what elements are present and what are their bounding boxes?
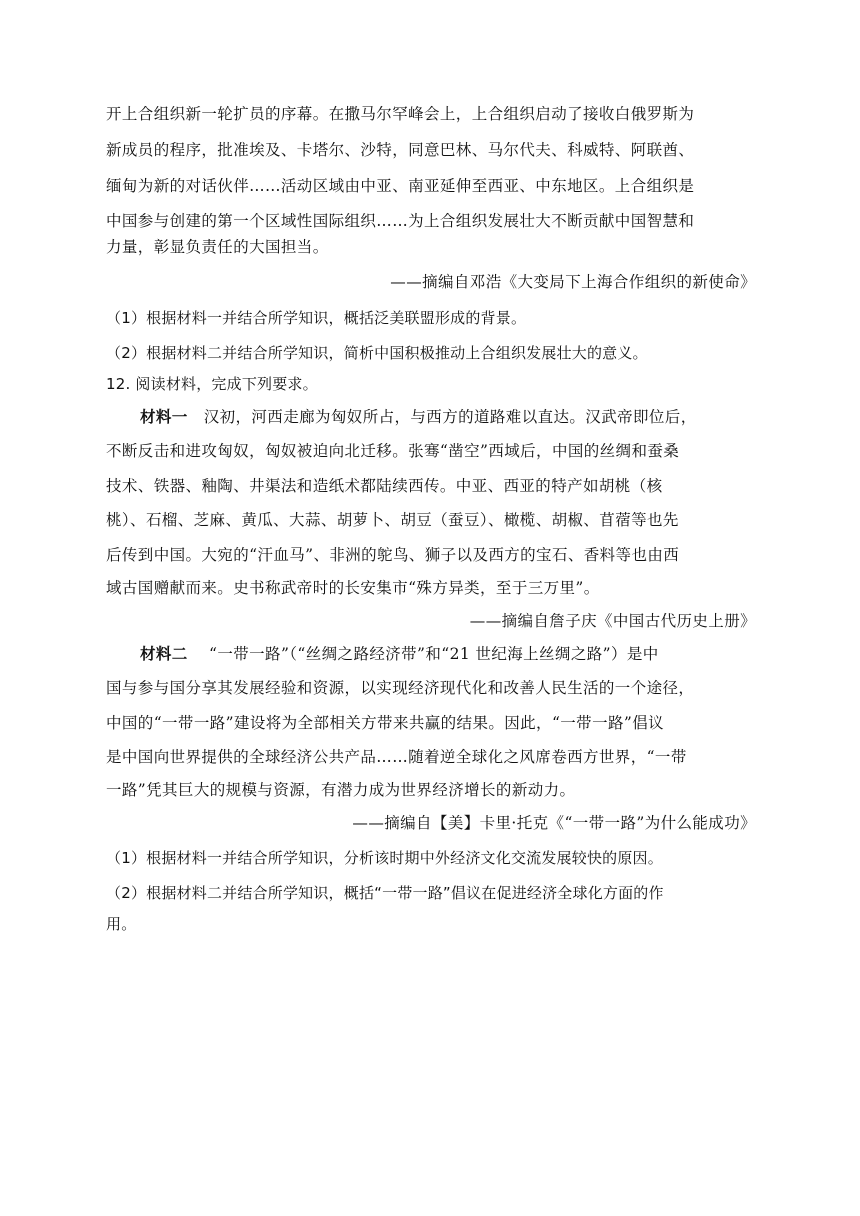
text-line: “一带一路”（“丝绸之路经济带”和“21 世纪海上丝绸之路”）是中 [209, 645, 659, 663]
text-line: 一路”凭其巨大的规模与资源，有潜力成为世界经济增长的新动力。 [106, 781, 576, 799]
question-heading: 12. 阅读材料，完成下列要求。 [106, 375, 318, 393]
text-line: 缅甸为新的对话伙伴……活动区域由中亚、南亚延伸至西亚、中东地区。上合组织是 [106, 177, 695, 195]
text-line: 中国参与创建的第一个区域性国际组织……为上合组织发展壮大不断贡献中国智慧和 [106, 212, 695, 230]
question-item: （1）根据材料一并结合所学知识，分析该时期中外经济文化交流发展较快的原因。 [106, 849, 663, 867]
text-line: 开上合组织新一轮扩员的序幕。在撒马尔罕峰会上，上合组织启动了接收白俄罗斯为 [106, 105, 695, 123]
question-item: （1）根据材料一并结合所学知识，概括泛美联盟形成的背景。 [106, 309, 527, 327]
citation: ——摘编自【美】卡里·托克《“一带一路”为什么能成功》 [352, 814, 756, 832]
text-line: 不断反击和进攻匈奴，匈奴被迫向北迁移。张骞“凿空”西域后，中国的丝绸和蚕桑 [106, 442, 680, 460]
text-line: 技术、铁器、釉陶、井渠法和造纸术都陆续西传。中亚、西亚的特产如胡桃（核 [106, 477, 663, 495]
citation: ——摘编自詹子庆《中国古代历史上册》 [469, 612, 756, 630]
text-line: 力量，彰显负责任的大国担当。 [106, 238, 329, 256]
question-item: （2）根据材料二并结合所学知识，简析中国积极推动上合组织发展壮大的意义。 [106, 344, 648, 362]
text-line: 国与参与国分享其发展经验和资源，以实现经济现代化和改善人民生活的一个途径， [106, 679, 695, 697]
text-line: 新成员的程序，批准埃及、卡塔尔、沙特，同意巴林、马尔代夫、科威特、阿联酋、 [106, 141, 695, 159]
material-paragraph-2 [140, 644, 790, 664]
text-line: 域古国赠献而来。史书称武帝时的长安集市“殊方异类，至于三万里”。 [106, 579, 600, 597]
text-line: 是中国向世界提供的全球经济公共产品……随着逆全球化之风席卷西方世界，“一带 [106, 748, 687, 766]
question-item-continuation: 用。 [106, 915, 137, 933]
material-label: 材料一 [140, 407, 188, 426]
text-line: 后传到中国。大宛的“汗血马”、非洲的鸵鸟、狮子以及西方的宝石、香料等也由西 [106, 546, 680, 564]
text-line: 汉初，河西走廊为匈奴所占，与西方的道路难以直达。汉武帝即位后， [203, 408, 697, 426]
text-line: 中国的“一带一路”建设将为全部相关方带来共赢的结果。因此，“一带一路”倡议 [106, 714, 664, 732]
citation: ——摘编自邓浩《大变局下上海合作组织的新使命》 [390, 273, 756, 291]
text-line: 桃）、石榴、芝麻、黄瓜、大蒜、胡萝卜、胡豆（蚕豆）、橄榄、胡椒、苜蓿等也先 [106, 511, 679, 529]
material-paragraph-1 [140, 407, 790, 427]
material-label: 材料二 [140, 644, 188, 663]
question-item: （2）根据材料二并结合所学知识，概括“一带一路”倡议在促进经济全球化方面的作 [106, 884, 664, 902]
